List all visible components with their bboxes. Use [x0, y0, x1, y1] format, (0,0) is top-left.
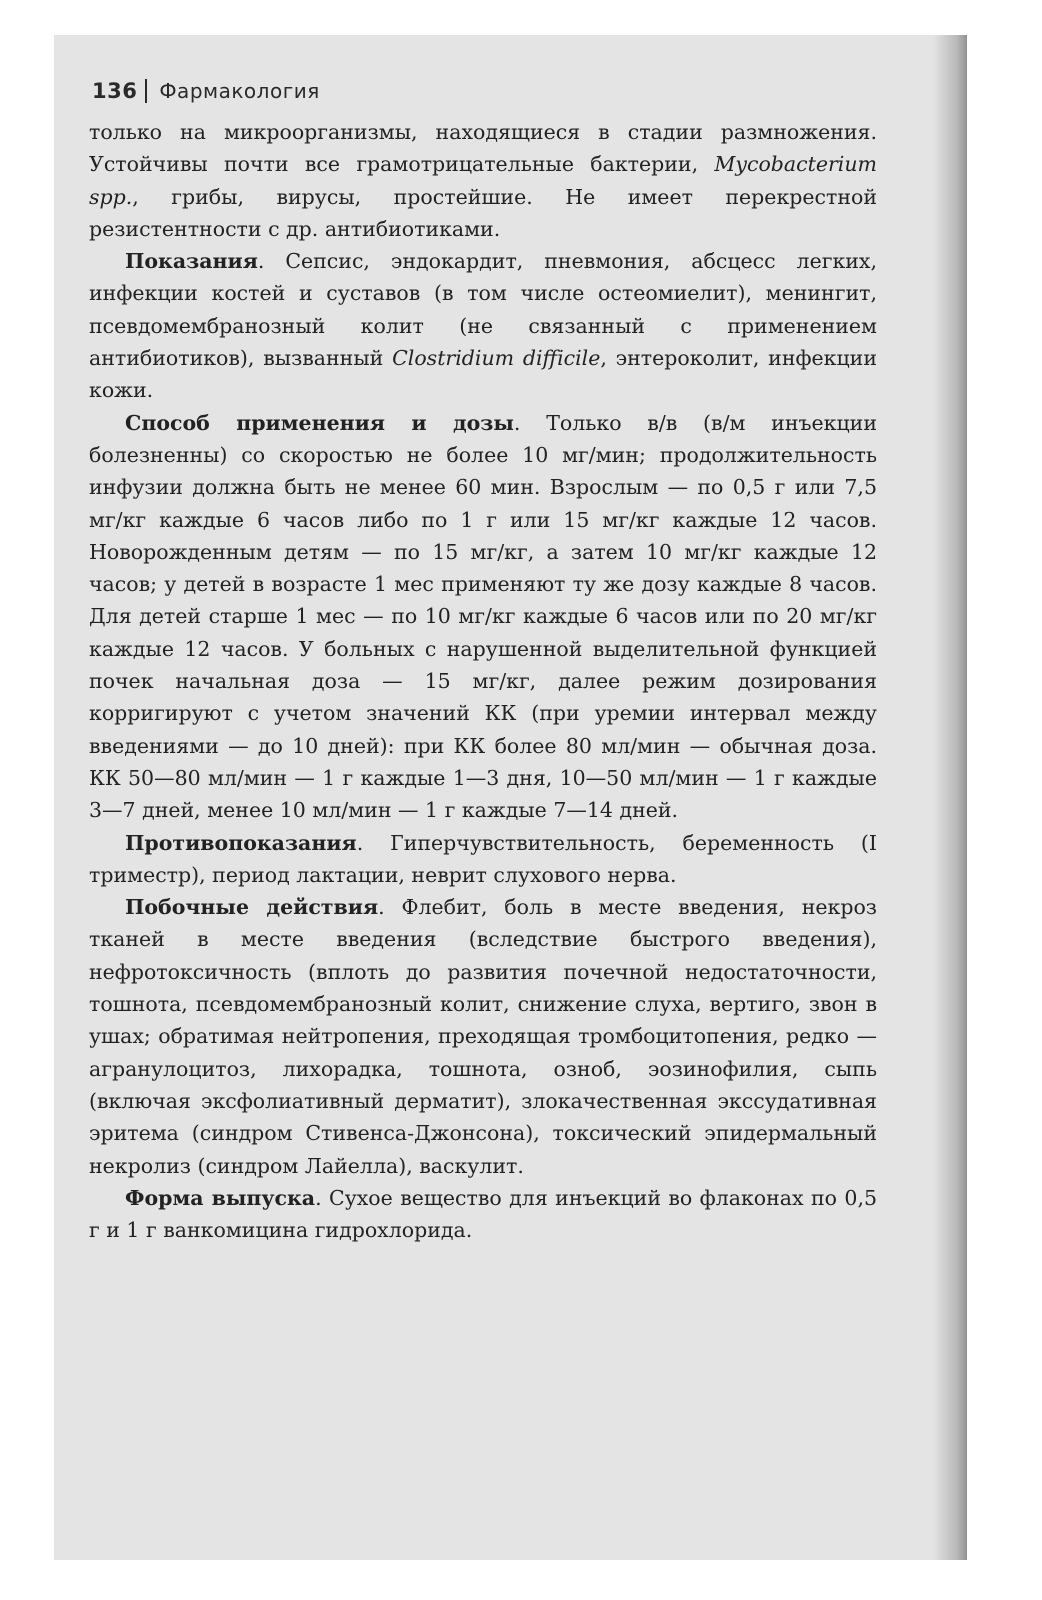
dosage-text: . Только в/в (в/м инъекции болезненны) со скоростью не более 10 мг/мин; продолжительность инфузии должна быть не менее 60 мин. Взрослым — по 0,5 г или 7,5 мг/кг каждые 6 часов либо по 1 г или 15 мг/кг каждые 12 часов. Новорожденным детям — по 15 мг/кг, а затем 10 мг/кг каждые 12 часов; у детей в возрасте 1 мес применяют ту же дозу каждые 8 часов. Для детей старше 1 мес — по 10 мг/кг каждые 6 часов или по 20 мг/кг каждые 12 часов. У больных с нарушенной выделительной функцией почек начальная доза — 15 мг/кг, далее режим дозирования корригируют с учетом значений КК (при уремии интервал между введениями — до 10 дней): при КК более 80 мл/мин — обычная доза. КК 50—80 мл/мин — 1 г каждые 1—3 дня, 10—50 мл/мин — 1 г каждые 3—7 дней, менее 10 мл/мин — 1 г каждые 7—14 дней. — [89, 410, 878, 823]
contraindications-paragraph — [89, 827, 877, 892]
indications-text-b: , энтероколит, инфекции кожи. — [89, 346, 878, 403]
indications-heading: Показания — [125, 249, 258, 274]
intro-text-b: , грибы, вирусы, простейшие. Не имеет перекрестной резистентности с др. антибиотиками. — [89, 184, 877, 241]
article-body — [89, 116, 877, 1246]
indications-paragraph — [89, 245, 877, 406]
running-header — [92, 74, 320, 108]
indications-text-a: . Сепсис, эндокардит, пневмония, абсцесс легких, инфекции костей и суставов (в том числе остеомиелит), менингит, псевдомембранозный колит (не связанный с применением антибиотиков), вызванный — [89, 249, 877, 371]
header-divider — [145, 79, 147, 103]
contraindications-text: . Гиперчувствительность, беременность (I триместр), период лактации, неврит слухового нерва. — [89, 830, 877, 887]
contraindications-heading: Противопоказания — [125, 830, 357, 855]
release-form-text: . Сухое вещество для инъекций во флаконах по 0,5 г и 1 г ванкомицина гидрохлорида. — [89, 1185, 877, 1243]
intro-organism: Mycobacterium spp. — [89, 152, 877, 209]
release-form-heading: Форма выпуска — [125, 1185, 316, 1210]
side-effects-heading: Побочные действия — [125, 895, 379, 920]
indications-organism: Clostridium difficile — [392, 346, 601, 371]
running-title: Фармакология — [159, 79, 320, 103]
page-number: 136 — [92, 79, 138, 103]
side-effects-paragraph — [89, 891, 877, 1182]
page-gutter-shadow — [933, 35, 967, 1560]
dosage-paragraph — [89, 407, 877, 827]
release-form-paragraph — [89, 1182, 877, 1247]
side-effects-text: . Флебит, боль в месте введения, некроз тканей в месте введения (вследствие быстрого введения), нефротоксичность (вплоть до развития почечной недостаточности, тошнота, псевдомембранозный колит, снижение слуха, вертиго, звон в ушах; обратимая нейтропения, преходящая тромбоцитопения, редко — агранулоцитоз, лихорадка, тошнота, озноб, эозинофилия, сыпь (включая эксфолиативный дерматит), злокачественная экссудативная эритема (синдром Стивенса-Джонсона), токсический эпидермальный некролиз (синдром Лайелла), васкулит. — [89, 895, 877, 1178]
intro-paragraph — [89, 116, 877, 245]
dosage-heading: Способ применения и дозы — [125, 410, 514, 435]
intro-text-a: только на микроорганизмы, находящиеся в стадии размножения. Устойчивы почти все грамотрицательные бактерии, — [89, 120, 877, 177]
